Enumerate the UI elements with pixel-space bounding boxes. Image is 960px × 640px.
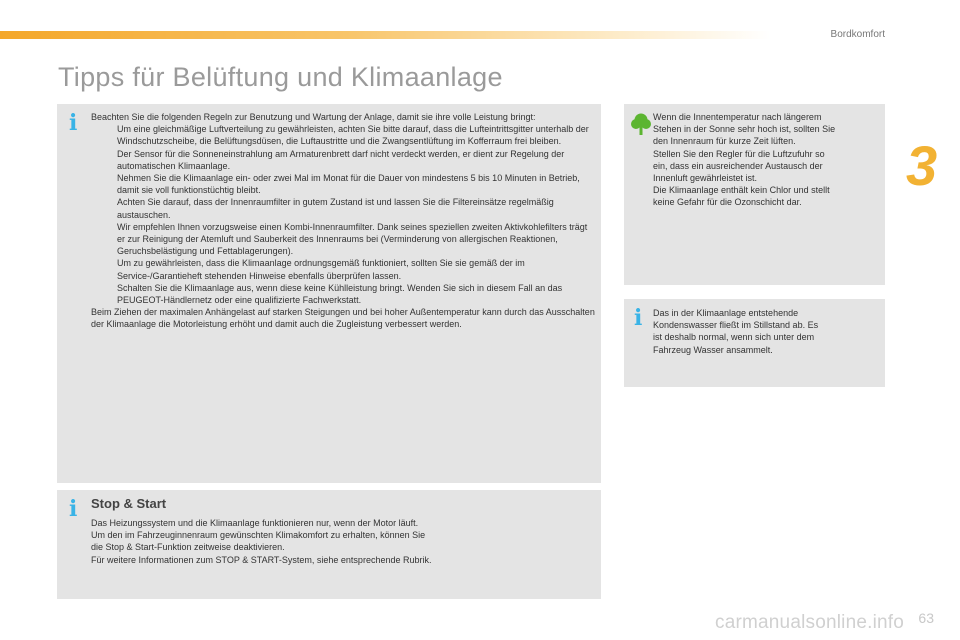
bullet-list xyxy=(91,123,597,306)
page-number: 63 xyxy=(918,610,934,626)
eco-text xyxy=(653,111,881,209)
eco-box xyxy=(624,104,885,285)
main-outro: Beim Ziehen der maximalen Anhängelast auf starken Steigungen und bei hoher Außentemperatur kann durch das Ausschalten der Klimaanlage die Motorleistung erhöht und damit auch die Zugleistung verbessert werden. xyxy=(91,307,595,330)
stop-start-text xyxy=(91,517,591,566)
bullet-item xyxy=(91,148,597,172)
stop-start-line: Das Heizungssystem und die Klimaanlage funktionieren nur, wenn der Motor läuft. xyxy=(91,518,419,528)
section-label: Bordkomfort xyxy=(830,29,885,40)
condensate-line: Das in der Klimaanlage entstehende xyxy=(653,308,799,318)
stop-start-line: Für weitere Informationen zum STOP & START-System, siehe entsprechende Rubrik. xyxy=(91,554,432,565)
bullet-item xyxy=(91,123,597,147)
page-title: Tipps für Belüftung und Klimaanlage xyxy=(58,62,503,92)
bullet-text: Um zu gewährleisten, dass die Klimaanlage ordnungsgemäß funktioniert, sollten Sie sie gemäß der im Service-/Garantieheft stehenden Hinweise ebenfalls überprüfen lassen. xyxy=(117,258,525,281)
condensate-text xyxy=(653,307,881,356)
info-icon: i xyxy=(69,496,78,522)
bullet-text: Nehmen Sie die Klimaanlage ein- oder zwei Mal im Monat für die Dauer von mindestens 5 bis 10 Minuten in Betrieb, damit sie voll funktionstüchtig bleibt. xyxy=(117,173,580,196)
eco-line: Wenn die Innentemperatur nach längerem xyxy=(653,112,822,122)
eco-line: Innenluft gewährleistet ist. xyxy=(653,173,758,184)
condensate-line: Kondenswasser fließt im Stillstand ab. Es xyxy=(653,320,819,331)
bullet-item xyxy=(91,196,597,257)
watermark: carmanualsonline.info xyxy=(715,612,905,633)
stop-start-line: Um den im Fahrzeuginnenraum gewünschten Klimakomfort zu erhalten, können Sie xyxy=(91,530,426,541)
bullet-text: Der Sensor für die Sonneneinstrahlung am Armaturenbrett darf nicht verdeckt werden, er dient zur Regelung der automatischen Klimaanlage. xyxy=(117,148,565,171)
bullet-extra-text: Wir empfehlen Ihnen vorzugsweise einen Kombi-Innenraumfilter. Dank seines speziellen zweiten Aktivkohlefilters trägt er zur Reinigung der Atemluft und Sauberkeit des Innenraums bei (Verminderung von allergischen Reaktionen, Geruchsbelästigung und Fettablagerungen). xyxy=(117,221,588,257)
info-icon: i xyxy=(634,305,643,331)
stop-start-title: Stop & Start xyxy=(91,496,167,511)
condensate-box xyxy=(624,299,885,387)
eco-line: ein, dass ein ausreichender Austausch der xyxy=(653,160,823,171)
bullet-item xyxy=(91,172,597,196)
bullet-text: Schalten Sie die Klimaanlage aus, wenn diese keine Kühlleistung bringt. Wenden Sie sich in diesem Fall an das PEUGEOT-Händlernetz oder eine qualifizierte Fachwerkstatt. xyxy=(117,282,563,306)
bullet-item xyxy=(91,282,597,306)
chapter-number: 3 xyxy=(906,134,938,197)
main-info-text xyxy=(91,111,597,331)
header-accent-bar xyxy=(0,31,770,39)
bullet-item xyxy=(91,257,597,281)
leaf-icon xyxy=(630,112,652,136)
info-icon: i xyxy=(69,110,78,136)
condensate-line: Fahrzeug Wasser ansammelt. xyxy=(653,344,773,355)
main-info-box xyxy=(57,104,601,483)
eco-line: Stellen Sie den Regler für die Luftzufuhr so xyxy=(653,148,825,159)
condensate-line: ist deshalb normal, wenn sich unter dem xyxy=(653,332,815,343)
eco-line: keine Gefahr für die Ozonschicht dar. xyxy=(653,197,802,208)
bullet-text: Achten Sie darauf, dass der Innenraumfilter in gutem Zustand ist und lassen Sie die Filtereinsätze regelmäßig austauschen. xyxy=(117,197,554,220)
bullet-text: Um eine gleichmäßige Luftverteilung zu gewährleisten, achten Sie bitte darauf, dass die Lufteintrittsgitter unterhalb der Windschutzscheibe, die Belüftungsdüsen, die Luftaustritte und die Zwangsentlüftung im Kofferraum frei bleiben. xyxy=(117,124,589,147)
stop-start-line: die Stop & Start-Funktion zeitweise deaktivieren. xyxy=(91,542,285,553)
eco-line: den Innenraum für kurze Zeit lüften. xyxy=(653,136,796,147)
main-intro: Beachten Sie die folgenden Regeln zur Benutzung und Wartung der Anlage, damit sie ihre volle Leistung bringt: xyxy=(91,112,536,122)
eco-line: Stehen in der Sonne sehr hoch ist, sollten Sie xyxy=(653,124,836,135)
eco-line: Die Klimaanlage enthält kein Chlor und stellt xyxy=(653,185,830,196)
